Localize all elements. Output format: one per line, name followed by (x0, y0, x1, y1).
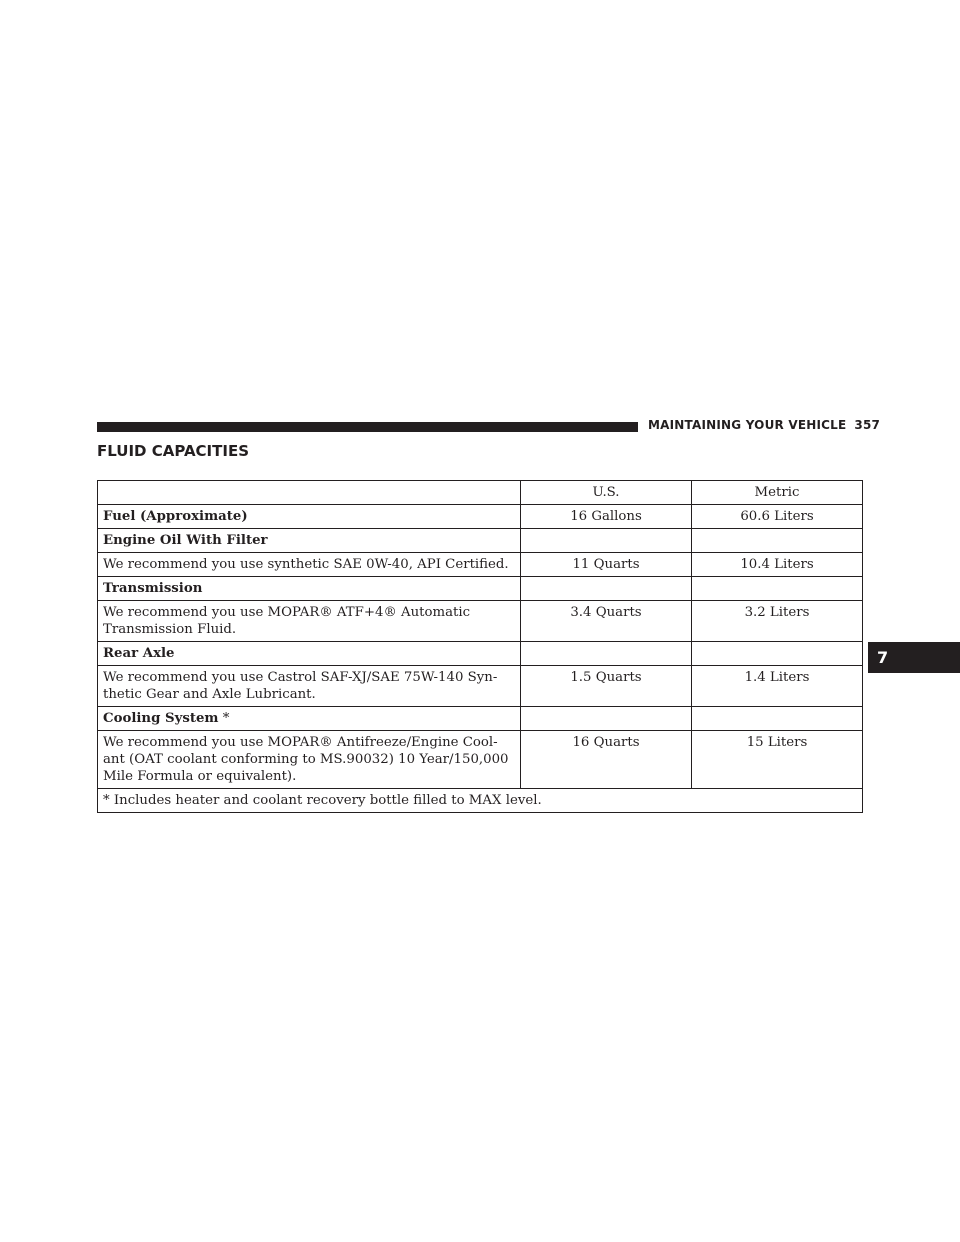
row-us-value (521, 707, 692, 731)
row-label: We recommend you use Castrol SAF-XJ/SAE 75W-140 Syn-thetic Gear and Axle Lubricant. (98, 666, 521, 707)
row-metric-value: 15 Liters (692, 731, 863, 789)
column-header-metric: Metric (692, 481, 863, 505)
row-metric-value: 10.4 Liters (692, 553, 863, 577)
row-label: Rear Axle (98, 642, 521, 666)
row-label: Engine Oil With Filter (98, 529, 521, 553)
table-row (98, 577, 863, 601)
column-header-us: U.S. (521, 481, 692, 505)
table-header-row (98, 481, 863, 505)
row-label: We recommend you use MOPAR® Antifreeze/Engine Cool-ant (OAT coolant conforming to MS.90032) 10 Year/150,000 Mile Formula or equivalent). (98, 731, 521, 789)
chapter-tab: 7 (868, 642, 960, 673)
row-us-value: 16 Quarts (521, 731, 692, 789)
row-label: We recommend you use MOPAR® ATF+4® Automatic Transmission Fluid. (98, 601, 521, 642)
header-rule (97, 422, 638, 432)
table-row (98, 731, 863, 789)
table-row (98, 529, 863, 553)
row-metric-value: 1.4 Liters (692, 666, 863, 707)
row-label: Fuel (Approximate) (98, 505, 521, 529)
row-us-value: 1.5 Quarts (521, 666, 692, 707)
row-metric-value (692, 707, 863, 731)
row-label-cell (98, 707, 521, 731)
table-row (98, 666, 863, 707)
row-metric-value (692, 642, 863, 666)
running-header (648, 418, 880, 432)
table-row (98, 505, 863, 529)
row-metric-value (692, 529, 863, 553)
row-us-value: 16 Gallons (521, 505, 692, 529)
row-us-value: 3.4 Quarts (521, 601, 692, 642)
footnote-marker: * (218, 711, 230, 726)
section-title: FLUID CAPACITIES (97, 442, 249, 460)
row-label: Cooling System (103, 711, 219, 726)
fluid-capacities-table (97, 480, 863, 813)
row-us-value (521, 642, 692, 666)
row-label: We recommend you use synthetic SAE 0W-40, API Certified. (98, 553, 521, 577)
page-number: 357 (854, 418, 881, 432)
table-row (98, 601, 863, 642)
row-metric-value: 60.6 Liters (692, 505, 863, 529)
row-us-value (521, 529, 692, 553)
row-us-value: 11 Quarts (521, 553, 692, 577)
table-footnote: * Includes heater and coolant recovery bottle filled to MAX level. (98, 789, 863, 813)
row-us-value (521, 577, 692, 601)
table-row (98, 642, 863, 666)
row-label: Transmission (98, 577, 521, 601)
section-name: MAINTAINING YOUR VEHICLE (648, 418, 847, 432)
table-row (98, 707, 863, 731)
row-metric-value (692, 577, 863, 601)
table-row (98, 553, 863, 577)
row-metric-value: 3.2 Liters (692, 601, 863, 642)
column-header-item (98, 481, 521, 505)
table-footnote-row (98, 789, 863, 813)
